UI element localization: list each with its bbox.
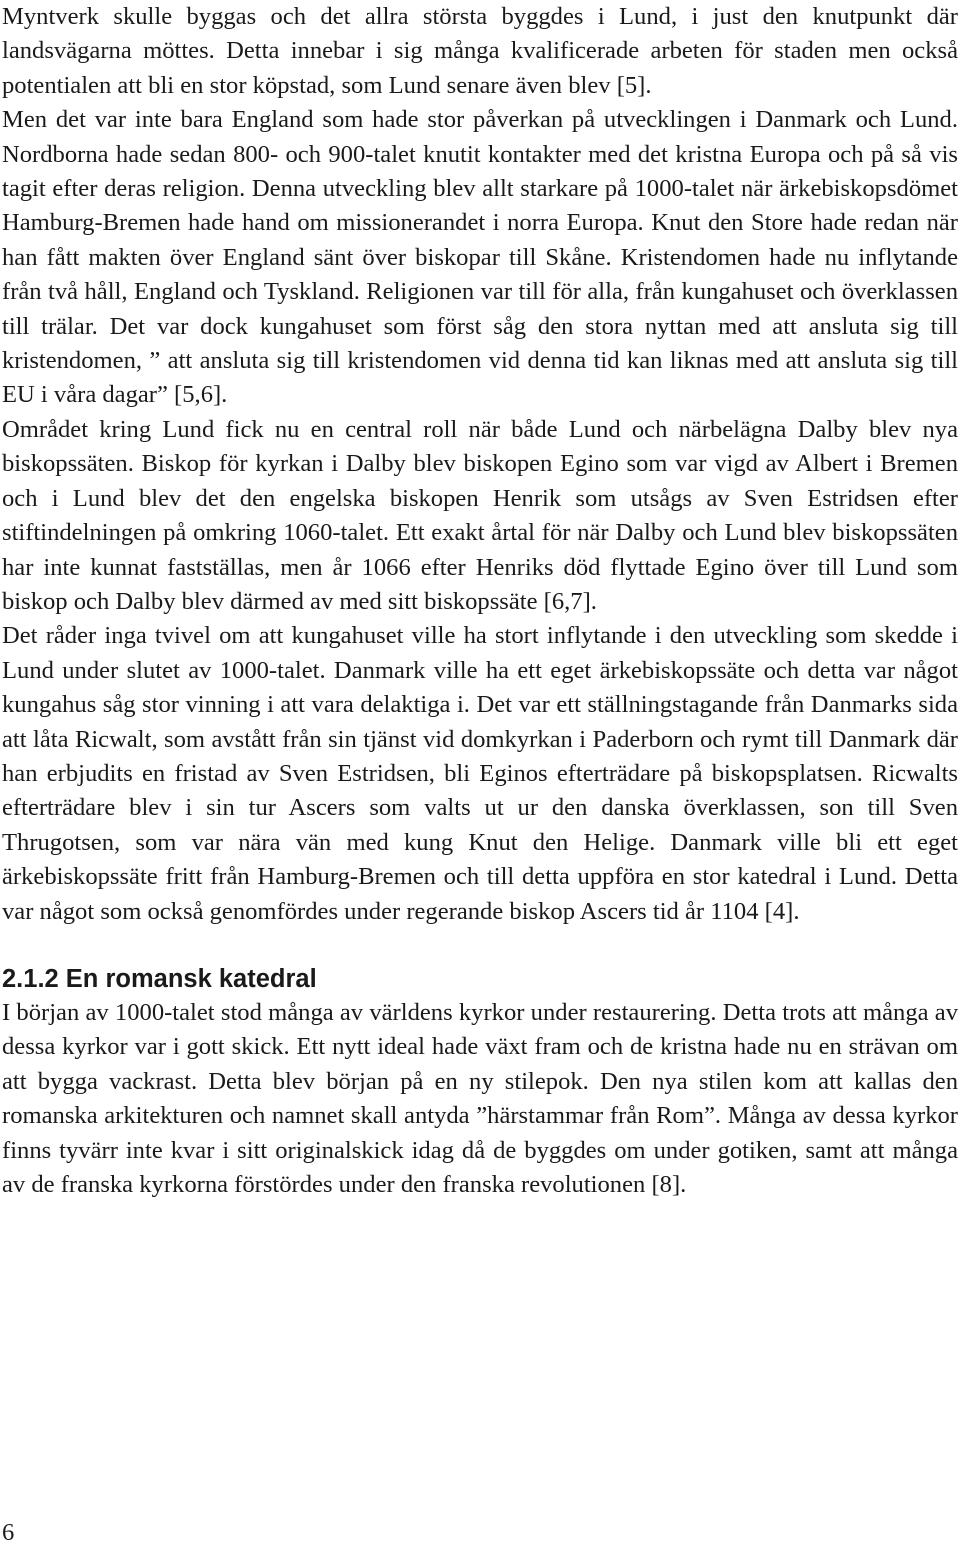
paragraph-romanesque: I början av 1000-talet stod många av världens kyrkor under restaurering. Detta trots att många av dessa kyrkor var i gott skick. Ett nytt ideal hade växt fram och de kristna hade nu en strävan om att bygga vackrast. Detta blev början på en ny stilepok. Den nya stilen kom att kallas den romanska arkitekturen och namnet skall antyda ”härstammar från Rom”. Många av dessa kyrkor finns tyvärr inte kvar i sitt originalskick idag då de byggdes om under gotiken, samt att många av de franska kyrkorna förstördes under den franska revolutionen [8]. — [2, 998, 958, 1198]
paragraph-myntverk: Myntverk skulle byggas och det allra största byggdes i Lund, i just den knutpunkt där landsvägarna möttes. Detta innebar i sig många kvalificerade arbeten för staden men också potentialen att bli en stor köpstad, som Lund senare även blev [5]. — [2, 3, 958, 99]
document-page — [2, 0, 958, 1202]
paragraph-england-influence: Men det var inte bara England som hade stor påverkan på utvecklingen i Danmark och Lund. Nordborna hade sedan 800- och 900-talet knutit kontakter med det kristna Europa och på så vis tagit efter deras religion. Denna utveckling blev allt starkare på 1000-talet när ärkebiskopsdömet Hamburg-Bremen hade hand om missionerandet i norra Europa. Knut den Store hade redan när han fått makten över England sänt över biskopar till Skåne. Kristendomen hade nu inflytande från två håll, England och Tyskland. Religionen var till för alla, från kungahuset och överklassen till trälar. Det var dock kungahuset som först såg den stora nyttan med att ansluta sig till kristendomen, ” att ansluta sig till kristendomen vid denna tid kan liknas med att ansluta sig till EU i våra dagar” [5,6]. — [2, 106, 958, 409]
paragraph-bishoprics: Området kring Lund fick nu en central roll när både Lund och närbelägna Dalby blev nya biskopssäten. Biskop för kyrkan i Dalby blev biskopen Egino som var vigd av Albert i Bremen och i Lund blev det den engelska biskopen Henrik som utsågs av Sven Estridsen efter stiftindelningen på omkring 1060-talet. Ett exakt årtal för när Dalby och Lund blev biskopssäten har inte kunnat fastställas, men år 1066 efter Henriks död flyttade Egino över till Lund som biskop och Dalby blev därmed av med sitt biskopssäte [6,7]. — [2, 415, 958, 615]
page-number: 6 — [2, 1519, 15, 1546]
section-heading: 2.1.2 En romansk katedral — [2, 964, 317, 993]
paragraph-archbishopric: Det råder inga tvivel om att kungahuset ville ha stort inflytande i den utveckling som skedde i Lund under slutet av 1000-talet. Danmark ville ha ett eget ärkebiskopssäte och detta var något kungahus såg stor vinning i att vara delaktiga i. Det var ett ställningstagande från Danmarks sida att låta Ricwalt, som avstått från sin tjänst vid domkyrkan i Paderborn och rymt till Danmark där han erbjudits en fristad av Sven Estridsen, bli Eginos efterträdare på biskopsplatsen. Ricwalts efterträdare blev i sin tur Ascers som valts ut ur den danska överklassen, son till Sven Thrugotsen, som var nära vän med kung Knut den Helige. Danmark ville bli ett eget ärkebiskopssäte fritt från Hamburg-Bremen och till detta uppföra en stor katedral i Lund. Detta var något som också genomfördes under regerande biskop Ascers tid år 1104 [4]. — [2, 622, 958, 925]
